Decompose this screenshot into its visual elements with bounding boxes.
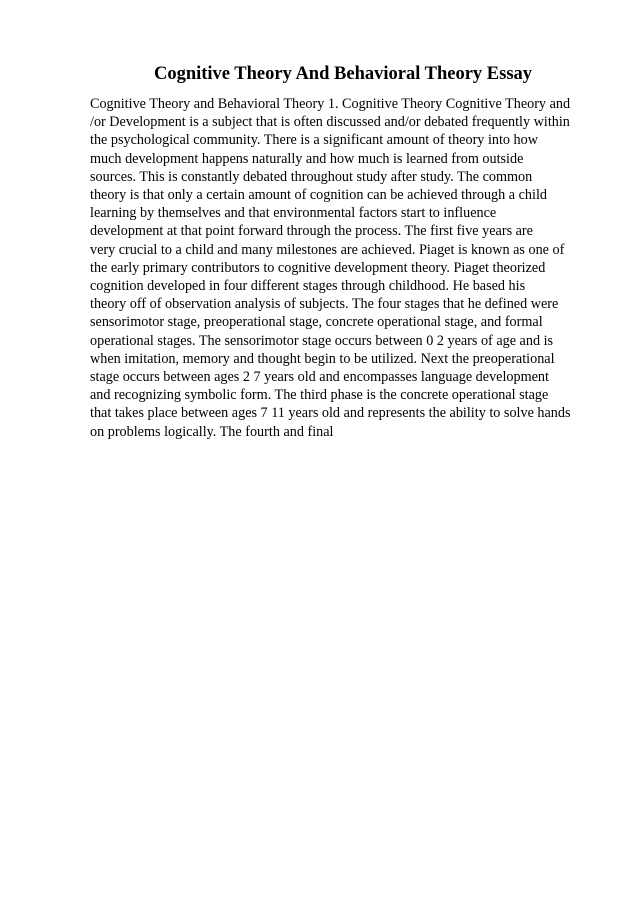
body-line: Cognitive Theory and Behavioral Theory 1. Cognitive Theory Cognitive Theory and	[90, 96, 571, 112]
body-line: sources. This is constantly debated throughout study after study. The common	[90, 168, 533, 185]
body-line: development at that point forward through the process. The first five years are	[90, 223, 533, 240]
body-line: the early primary contributors to cognitive development theory. Piaget theorized	[90, 259, 546, 276]
body-line: theory off of observation analysis of subjects. The four stages that he defined were	[90, 296, 559, 313]
body-line: operational stages. The sensorimotor stage occurs between 0 2 years of age and is	[90, 332, 554, 349]
body-line: learning by themselves and that environmental factors start to influence	[90, 205, 497, 222]
document-body	[90, 95, 600, 441]
body-line: stage occurs between ages 2 7 years old and encompasses language development	[90, 369, 549, 386]
body-line: on problems logically. The fourth and final	[90, 423, 334, 440]
body-line: theory is that only a certain amount of cognition can be achieved through a child	[90, 187, 548, 204]
body-line: sensorimotor stage, preoperational stage, concrete operational stage, and formal	[90, 314, 543, 331]
body-line: when imitation, memory and thought begin to be utilized. Next the preoperational	[90, 350, 555, 367]
body-line: the psychological community. There is a significant amount of theory into how	[90, 132, 538, 149]
body-line: that takes place between ages 7 11 years old and represents the ability to solve hands	[90, 405, 571, 422]
document-title: Cognitive Theory And Behavioral Theory Essay	[153, 64, 533, 84]
body-line: much development happens naturally and how much is learned from outside	[90, 150, 524, 167]
body-line: very crucial to a child and many milestones are achieved. Piaget is known as one of	[90, 241, 565, 258]
body-line: cognition developed in four different stages through childhood. He based his	[90, 278, 526, 295]
body-line: and recognizing symbolic form. The third phase is the concrete operational stage	[90, 387, 549, 404]
body-line: /or Development is a subject that is often discussed and/or debated frequently within	[90, 114, 570, 131]
